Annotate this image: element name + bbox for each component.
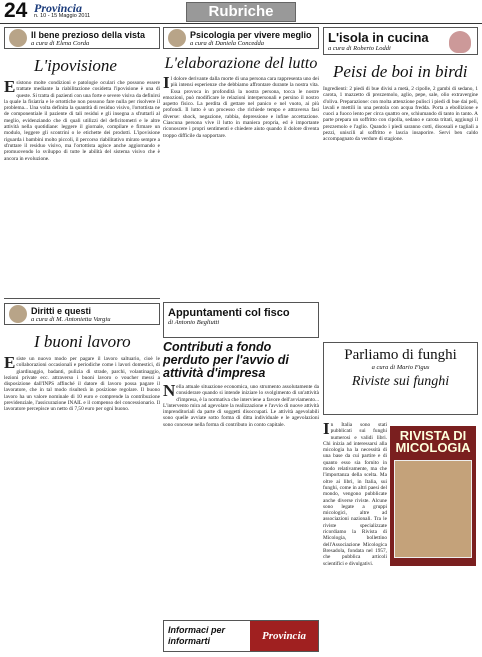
- author-photo: [9, 305, 27, 323]
- page-number: 24: [4, 0, 28, 22]
- mushroom-image: [394, 460, 472, 558]
- box-author: a cura di M. Antonietta Vargiu: [31, 315, 111, 323]
- column-right: [323, 27, 478, 316]
- article-title: L'ipovisione: [34, 56, 117, 75]
- box-title: Parliamo di funghi: [344, 347, 457, 363]
- drop-cap: E: [4, 80, 16, 96]
- box-author: a cura di Elena Corda: [31, 39, 90, 47]
- promo-logo: Provincia: [250, 621, 318, 651]
- column-box-diritti: [4, 303, 160, 325]
- recipe-body: Ingredienti: 2 piedi di bue divisi a metà, 2 cipolle, 2 gambi di sedano, 1 carota, 1 mazzetto di prezzemolo, aglio, pepe, sale, olio extravergine d'oliva. Preparazione: con molta attenzione pulisci i piedi di bue dai peli, lavali e mettili in una pentola con acqua fredda. Porta a ebollizione e cuoci a fuoco lento per circa quattro ore, schiumando di tanto in tanto. A parte prepara un soffritto con cipolla, sedano e carota tritati, aggiungi il prezzemolo e l'aglio. Quando i piedi saranno cotti, disossali e tagliali a pezzi, uniscili al soffritto e lascia insaporire. Servi ben caldo accompagnato da verdure di stagione.: [323, 86, 478, 143]
- box-title: Psicologia per vivere meglio: [190, 29, 312, 40]
- section-title: Rubriche: [186, 2, 296, 22]
- column-box-funghi: [323, 342, 478, 415]
- article-body: Nella attuale situazione economica, uno strumento assolutamente da considerare quando si intende iniziare lo svolgimento di un'attività d'impresa, è la normativa che interviene a favore dell'avviamento... L'intervento mira ad agevolare la realizzazione e l'avvio di nuove attività imprenditoriali da parte di soggetti disoccupati. Le attività agevolabili sono quelle avviate sotto forma di ditta individuale e le agevolazioni sono concesse nella forma di contributo in conto capitale.: [163, 384, 319, 428]
- drop-cap: E: [4, 356, 16, 372]
- column-box-vista: [4, 27, 160, 49]
- issue-info: n. 10 - 15 Maggio 2011: [34, 13, 91, 19]
- article-title: Riviste sui funghi: [351, 374, 450, 389]
- article-body: Esistono molte condizioni e patologie oculari che possono essere trattate mediante la riabilitazione cosidetta l'ipovisione è una di queste. Si tratta di pazienti con una forte e severe visiva da definirsi la quale la fisiatria e le ortottiche non possono fare nulla per risolvere il problema... Una volta definita la quantità di residuo visivo, l'ortottista ne de componentiale il paziente di tali residui e gli insegna a sfruttarli al meglio, evidenziando che di quali utilizzi del deficitometri e le altre attività nella quotidiane: leggere il giornale, compilare e firmare un modulo, leggere gli scontrini o le etichette dei prodotti. L'ipovisione riguarda i bambini molto piccoli, il percorso riabilitativo mirato sempre a sfruttare il residuo visivo, ma l'ortottista agisce anche aggiornando e promuovendo lo sviluppo di tutte le abilità del sistema visivo che è ancora in evoluzione.: [4, 80, 160, 162]
- box-author: a cura di Daniela Concedda: [190, 39, 265, 47]
- column-left: [4, 27, 160, 656]
- column-middle: [163, 27, 319, 611]
- column-box-cucina: [323, 27, 478, 55]
- box-title: Appuntamenti col fisco: [168, 307, 290, 319]
- article-title: Contributi a fondo perduto per l'avvio di attività d'impresa: [163, 340, 289, 380]
- box-title: Diritti e questi: [31, 305, 92, 316]
- article-title: Peisi de boi in birdi: [333, 62, 468, 81]
- drop-cap: I: [163, 76, 170, 92]
- article-body: Esiste un nuovo modo per pagare il lavoro saltuario, cioè le collaborazioni occasionali e periodiche come i lavori domestici, di giardinaggio, badanti, pulizia di strade, parchi, volantinaggio, lezioni private ecc. attraverso i buoni lavoro o voucher messi a disposizione dall'INPS affinché il datore di lavoro possa pagare il lavoratore, che in tal modo risulterà in posizione regolare. Il buono lavoro ha un valore nominale di 10 euro e comprende la contribuzione previdenziale, l'assicurazione INAIL e il compenso del concessionario. Il lavoratore percepisce un netto di 7,50 euro per ogni buono.: [4, 356, 160, 413]
- article-body: Il dolore derivante dalla morte di una persona cara rappresenta uno dei più intensi esperienze che debbiamo affrontare durante la nostra vita. Essa provoca in profondità la nostra persona, tocca le nostre emozioni, può modificare le relazioni interpersonali e persino il nostro aspetto fisico. La perdita di gettare nel panico e nel vuoto, ai più profondi. Il lutto è un processo che richiede tempo e attraversa fasi diverse: shock, negazione, rabbia, depressione e infine accettazione. Ciascuna persona vive il lutto in maniera propria, ed è importante riconoscere i propri sentimenti e chiedere aiuto quando il dolore diventa troppo difficile da sopportare.: [163, 76, 319, 139]
- box-author: a cura di Roberto Loddi: [328, 45, 391, 52]
- magazine-cover: [390, 426, 476, 566]
- divider: [4, 298, 160, 299]
- article-body: In Italia sono stati pubblicati sui funghi numerosi e validi libri. Chi inizia ad interessarsi alla micologia ha la necessità di una base da cui partire e di quanto esso sia fornito in modo relativamente, ma che l'importanza della scelta. Ma oltre ai libri, in Italia, sui funghi, come in altri paesi del mondo, vengono pubblicate anche diverse riviste. Alcune sono legate a gruppi micologici, altre ad associazioni nazionali. Tra le riviste specializzate ricordiamo la Rivista di Micologia, bollettino dell'Associazione Micologica Bresadola, fondata nel 1957, che pubblica articoli scientifici e divulgativi.: [323, 422, 387, 567]
- page-header: [0, 0, 482, 24]
- article-title: L'elaborazione del lutto: [164, 55, 318, 72]
- author-photo: [168, 29, 186, 47]
- publication-logo: Provincia: [34, 1, 82, 15]
- footer-promo: [163, 620, 319, 652]
- bowl-icon: [449, 31, 471, 53]
- drop-cap: I: [323, 422, 330, 438]
- drop-cap: N: [163, 384, 176, 400]
- author-photo: [9, 29, 27, 47]
- article-title: I buoni lavoro: [34, 332, 131, 351]
- box-title: L'isola in cucina: [328, 30, 429, 45]
- box-title: Il bene prezioso della vista: [31, 29, 146, 40]
- column-box-psicologia: [163, 27, 319, 49]
- box-author: di Antonio Begliutti: [168, 319, 220, 326]
- promo-text: Informaci per informarti: [168, 625, 226, 646]
- column-box-fisco: [163, 302, 319, 338]
- magazine-title: RIVISTA DI MICOLOGIA: [395, 428, 471, 455]
- box-author: a cura di Mario Figus: [371, 364, 430, 371]
